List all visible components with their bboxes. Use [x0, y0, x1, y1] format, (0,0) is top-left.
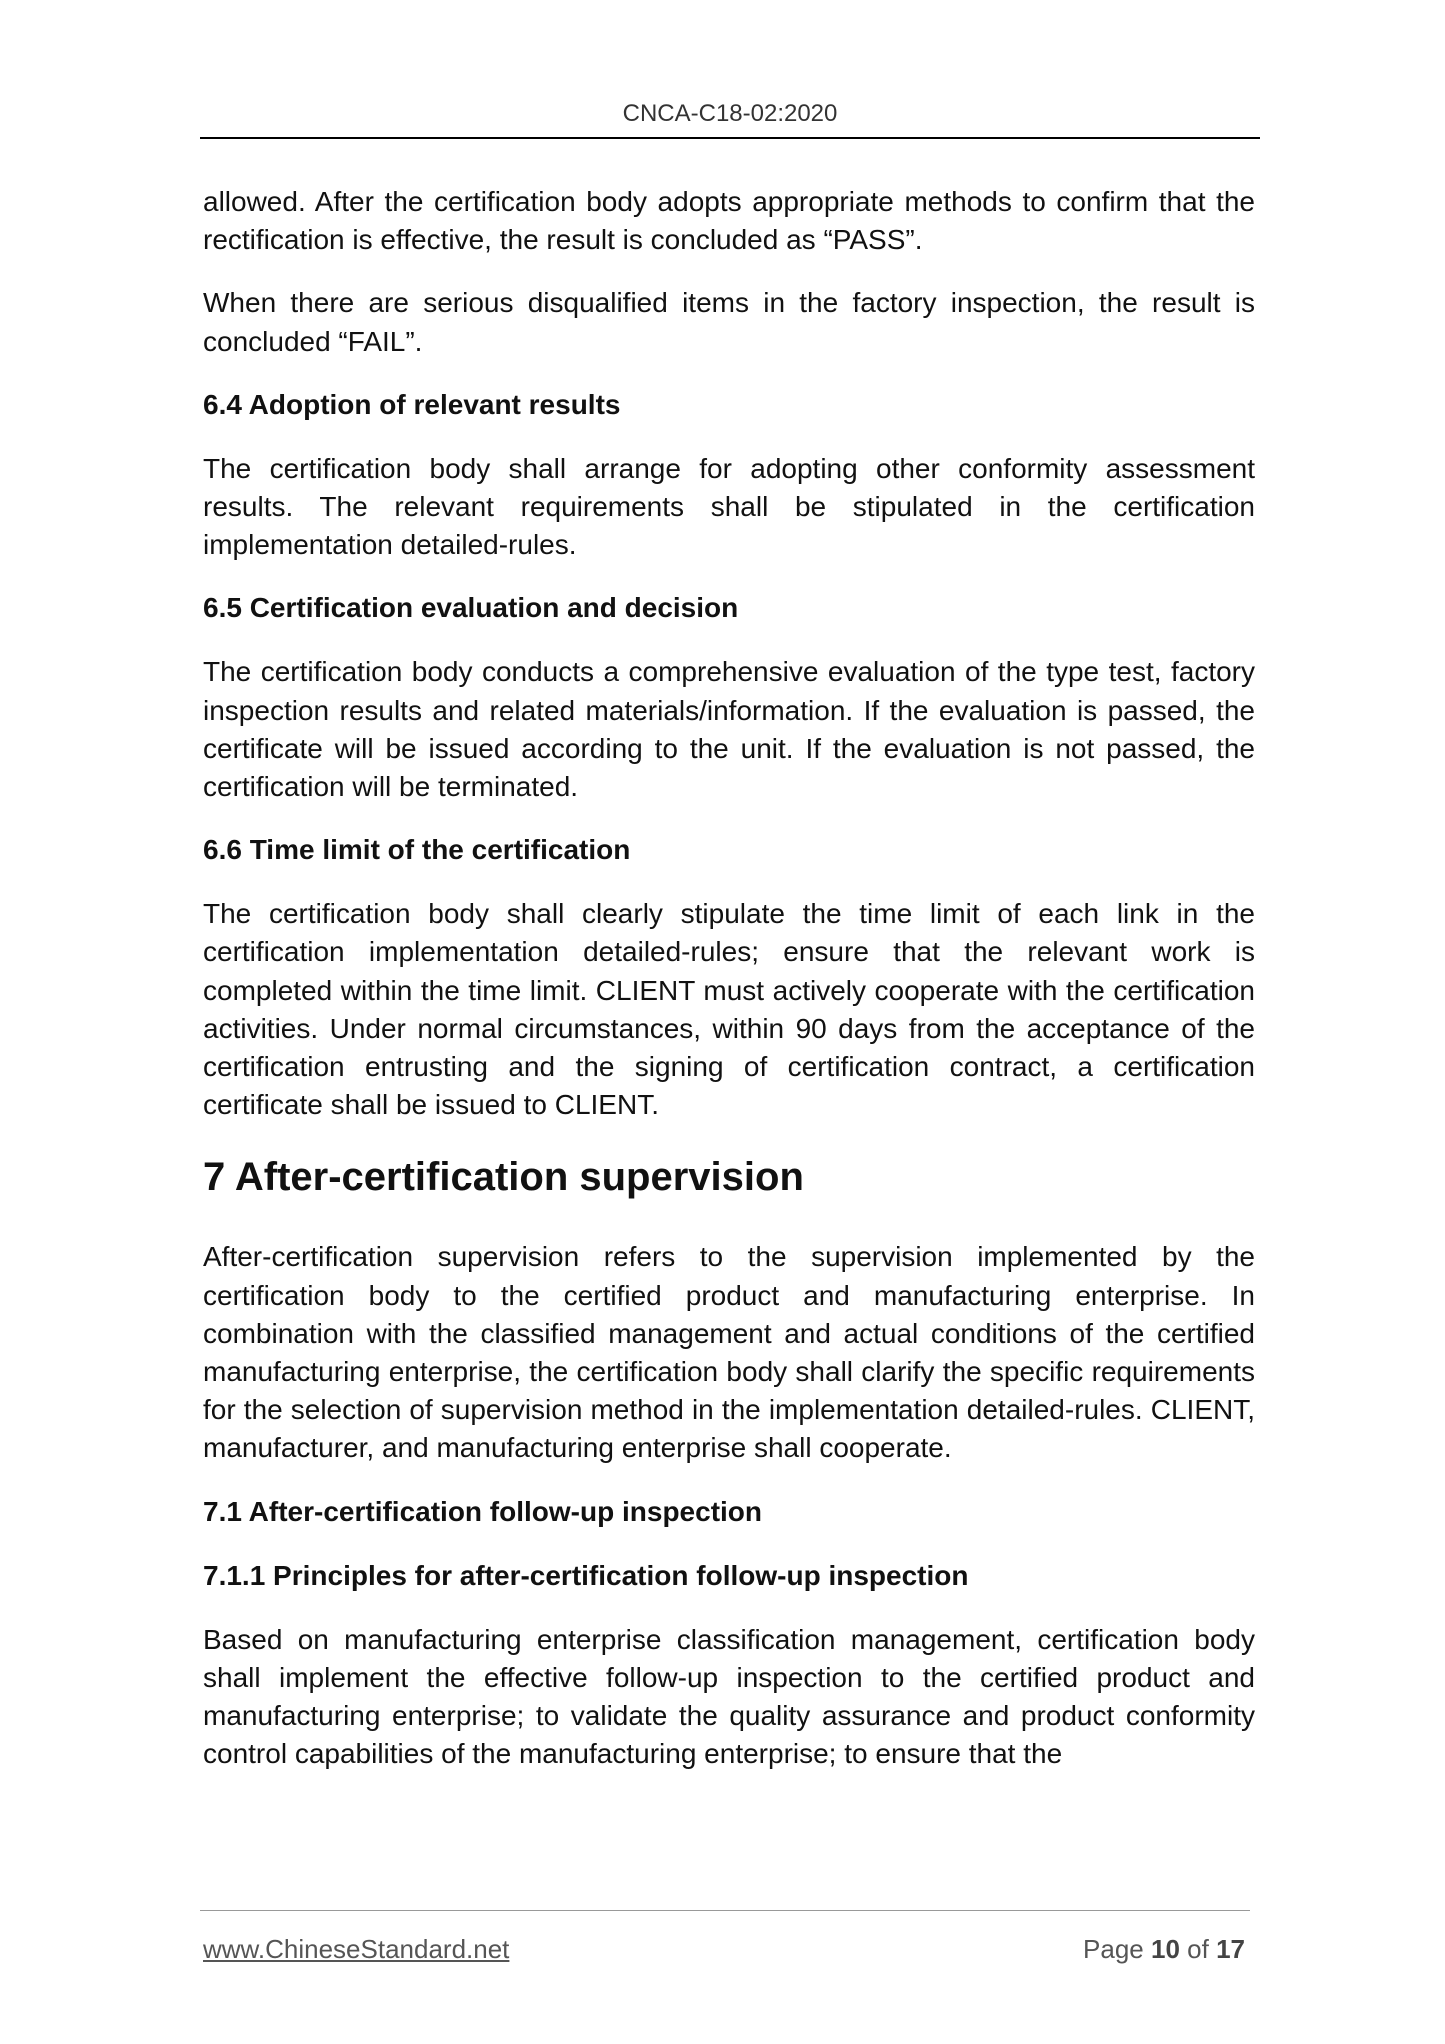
document-body [203, 183, 1255, 1798]
section-heading-7-1-1: 7.1.1 Principles for after-certification follow-up inspection [203, 1559, 969, 1591]
paragraph: The certification body shall arrange for adopting other conformity assessment results. The relevant requirements shall be stipulated in the certification implementation detailed-rules. [203, 452, 1255, 561]
paragraph: After-certification supervision refers to the supervision implemented by the certification body to the certified product and manufacturing enterprise. In combination with the classified management and actual conditions of the certified manufacturing enterprise, the certification body shall clarify the specific requirements for the selection of supervision method in the implementation detailed-rules. CLIENT, manufacturer, and manufacturing enterprise shall cooperate. [203, 1241, 1255, 1464]
footer-divider [200, 1910, 1250, 1911]
paragraph: When there are serious disqualified items in the factory inspection, the result is concluded “FAIL”. [203, 287, 1255, 357]
section-heading-6-4: 6.4 Adoption of relevant results [203, 388, 621, 420]
page-of: of [1187, 1934, 1209, 1964]
page-number [1083, 1934, 1245, 1965]
page-prefix: Page [1083, 1934, 1144, 1964]
paragraph: The certification body conducts a comprehensive evaluation of the type test, factory inspection results and related materials/information. If the evaluation is passed, the certificate will be issued according to the unit. If the evaluation is not passed, the certification will be terminated. [203, 656, 1255, 803]
paragraph: The certification body shall clearly stipulate the time limit of each link in the certification implementation detailed-rules; ensure that the relevant work is completed within the time limit. CLIENT must actively cooperate with the certification activities. Under normal circumstances, within 90 days from the acceptance of the certification entrusting and the signing of certification contract, a certification certificate shall be issued to CLIENT. [203, 898, 1255, 1121]
paragraph: Based on manufacturing enterprise classification management, certification body shall implement the effective follow-up inspection to the certified product and manufacturing enterprise; to validate the quality assurance and product conformity control capabilities of the manufacturing enterprise; to ensure that the [203, 1623, 1255, 1770]
section-heading-7-1: 7.1 After-certification follow-up inspection [203, 1495, 763, 1527]
page-total: 17 [1216, 1934, 1245, 1964]
header-divider [200, 137, 1260, 139]
section-heading-6-6: 6.6 Time limit of the certification [203, 834, 631, 866]
paragraph: allowed. After the certification body adopts appropriate methods to confirm that the rectification is effective, the result is concluded as “PASS”. [203, 186, 1255, 256]
section-heading-6-5: 6.5 Certification evaluation and decision [203, 592, 739, 624]
website-link[interactable]: www.ChineseStandard.net [203, 1934, 510, 1964]
chapter-heading-7: 7 After-certification supervision [203, 1155, 804, 1200]
page-header: CNCA-C18-02:2020 [622, 100, 838, 127]
page-current: 10 [1151, 1934, 1180, 1964]
